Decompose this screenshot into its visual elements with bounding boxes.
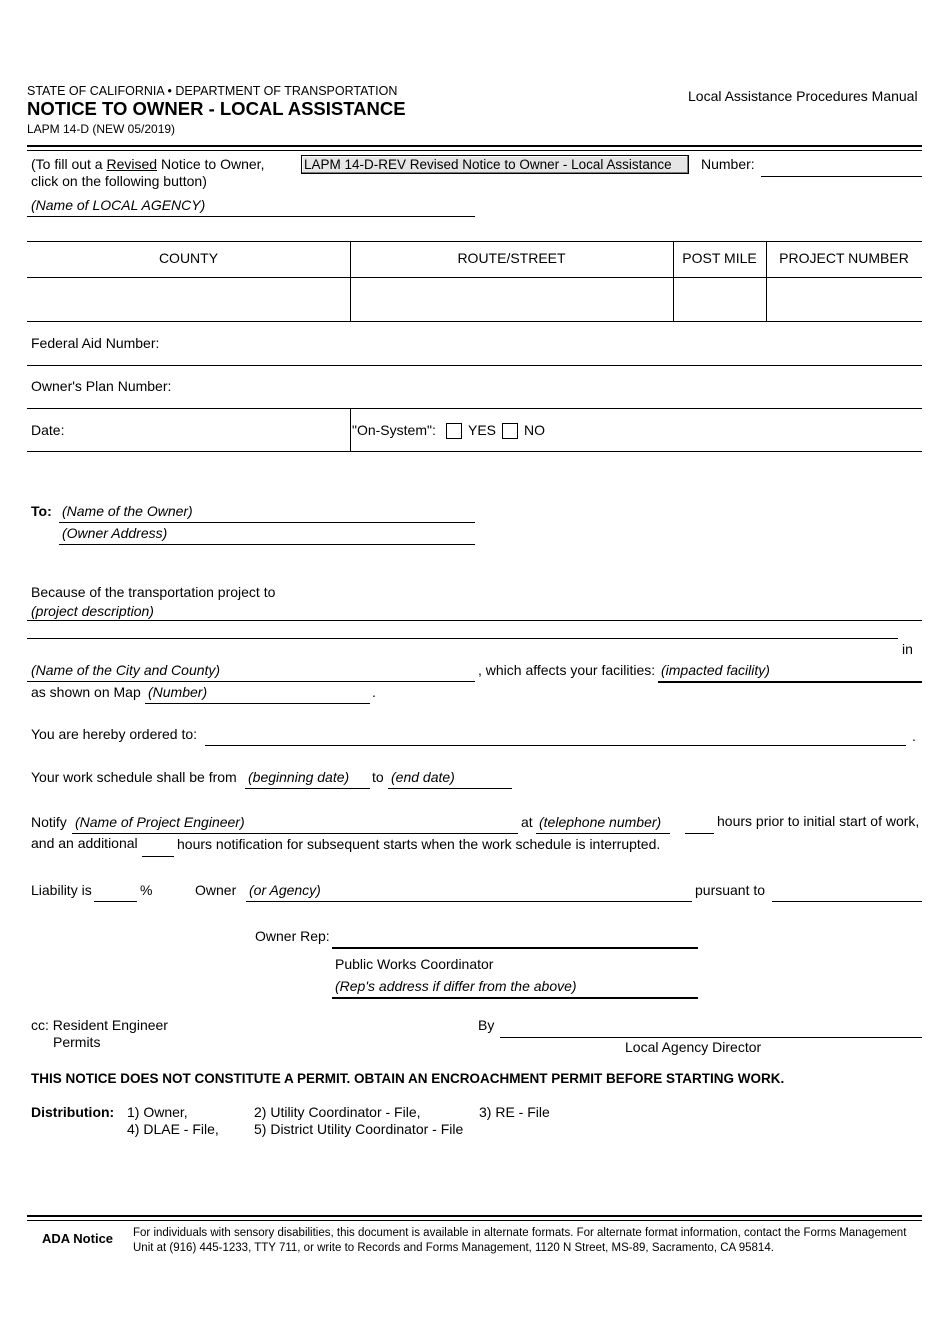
- rep-address-placeholder: (Rep's address if differ from the above): [335, 978, 577, 994]
- owner-address-input[interactable]: [59, 544, 475, 545]
- manual-name: Local Assistance Procedures Manual: [688, 88, 918, 104]
- telephone-input[interactable]: [536, 833, 670, 834]
- ordered-period: .: [912, 728, 916, 744]
- notify-label: Notify: [31, 814, 67, 830]
- on-system-label: "On-System":: [352, 422, 436, 438]
- pursuant-input[interactable]: [772, 901, 922, 902]
- hours-prior-label: hours prior to initial start of work,: [717, 813, 920, 829]
- county-cell-input[interactable]: [28, 279, 349, 320]
- project-description-input-line2[interactable]: [27, 638, 898, 639]
- signature-input[interactable]: [500, 1037, 922, 1038]
- cc-permits: Permits: [53, 1034, 101, 1050]
- header-rule: [27, 145, 922, 147]
- no-checkbox[interactable]: [502, 423, 518, 439]
- owner-name-input[interactable]: [59, 522, 475, 523]
- subsequent-hours-label: hours notification for subsequent starts when the work schedule is interrupted.: [177, 836, 661, 852]
- date-divider: [350, 408, 351, 451]
- ada-text: For individuals with sensory disabilities, this document is available in alternate formats. For alternate format information, contact the Forms Management Unit at (916) 445-1233, TTY 711, or write to Records and Forms Management, 1120 N Street, MS-89, Sacramento, CA 95814.: [133, 1227, 907, 1254]
- at-label: at: [521, 814, 533, 830]
- pursuant-label: pursuant to: [695, 882, 766, 898]
- column-header-county: COUNTY: [158, 250, 219, 266]
- number-label: Number:: [701, 156, 755, 172]
- table-header-rule: [27, 277, 922, 278]
- distribution-label: Distribution:: [31, 1104, 115, 1120]
- number-input[interactable]: [761, 176, 922, 177]
- column-header-route: ROUTE/STREET: [457, 250, 566, 266]
- by-label: By: [478, 1017, 495, 1033]
- owner-rep-label: Owner Rep:: [255, 928, 330, 944]
- revised-link[interactable]: Revised: [106, 156, 158, 172]
- beginning-date-input[interactable]: [245, 788, 370, 789]
- owner-name-placeholder: (Name of the Owner): [62, 503, 193, 519]
- form-title: NOTICE TO OWNER - LOCAL ASSISTANCE: [27, 98, 406, 119]
- liability-party-input[interactable]: [246, 901, 692, 902]
- local-agency-placeholder: (Name of LOCAL AGENCY): [31, 197, 206, 213]
- owners-plan-input[interactable]: [27, 408, 922, 409]
- map-period: .: [372, 684, 376, 700]
- revised-instructions: (To fill out a Revised Notice to Owner,: [31, 156, 265, 172]
- rep-address-input[interactable]: [332, 997, 698, 999]
- owner-address-placeholder: (Owner Address): [62, 525, 168, 541]
- form-number: LAPM 14-D (NEW 05/2019): [27, 122, 176, 136]
- federal-aid-input[interactable]: [27, 365, 922, 366]
- map-number-input[interactable]: [145, 703, 370, 704]
- additional-label: and an additional: [31, 835, 138, 851]
- ordered-label: You are hereby ordered to:: [31, 726, 198, 742]
- date-row-rule: [27, 451, 922, 452]
- city-county-input[interactable]: [27, 681, 475, 682]
- director-label: Local Agency Director: [625, 1039, 762, 1055]
- percent-label: %: [140, 882, 153, 898]
- map-number-placeholder: (Number): [148, 684, 208, 700]
- city-county-placeholder: (Name of the City and County): [31, 662, 221, 678]
- header-rule-thin: [27, 150, 922, 151]
- owner-label: Owner: [195, 882, 237, 898]
- column-header-project-number: PROJECT NUMBER: [779, 250, 909, 266]
- liability-percent-input[interactable]: [94, 901, 137, 902]
- telephone-placeholder: (telephone number): [539, 814, 662, 830]
- distribution-item: 1) Owner,: [127, 1104, 188, 1120]
- to-label: To:: [31, 503, 52, 519]
- affects-label: , which affects your facilities:: [478, 662, 656, 678]
- end-date-placeholder: (end date): [391, 769, 455, 785]
- distribution-item: 3) RE - File: [479, 1104, 550, 1120]
- agency-name: STATE OF CALIFORNIA • DEPARTMENT OF TRANSPORTATION: [27, 84, 398, 98]
- impacted-facility-input[interactable]: [658, 681, 922, 683]
- because-label: Because of the transportation project to: [31, 584, 276, 600]
- distribution-item: 5) District Utility Coordinator - File: [254, 1121, 464, 1137]
- liability-label: Liability is: [31, 882, 92, 898]
- yes-checkbox[interactable]: [446, 423, 462, 439]
- owners-plan-label: Owner's Plan Number:: [31, 378, 172, 394]
- ordered-input[interactable]: [205, 745, 906, 746]
- schedule-to-label: to: [372, 769, 384, 785]
- revised-notice-button[interactable]: LAPM 14-D-REV Revised Notice to Owner - Local Assistance: [301, 155, 689, 174]
- date-label: Date:: [31, 422, 65, 438]
- table-top-rule: [27, 241, 922, 242]
- additional-hours-input[interactable]: [142, 856, 174, 857]
- beginning-date-placeholder: (beginning date): [248, 769, 350, 785]
- project-description-input[interactable]: [27, 620, 922, 621]
- shown-on-map-label: as shown on Map: [31, 684, 141, 700]
- in-label: in: [902, 641, 913, 657]
- or-agency-placeholder: (or Agency): [249, 882, 321, 898]
- end-date-input[interactable]: [388, 788, 512, 789]
- impacted-facility-placeholder: (impacted facility): [661, 662, 770, 678]
- schedule-label: Your work schedule shall be from: [31, 769, 237, 785]
- project-engineer-placeholder: (Name of Project Engineer): [75, 814, 245, 830]
- owner-rep-input[interactable]: [332, 947, 698, 949]
- distribution-item: 4) DLAE - File,: [127, 1121, 219, 1137]
- local-agency-input[interactable]: [27, 216, 475, 217]
- permit-notice: THIS NOTICE DOES NOT CONSTITUTE A PERMIT. OBTAIN AN ENCROACHMENT PERMIT BEFORE STARTING WORK.: [31, 1071, 785, 1086]
- table-bottom-rule: [27, 321, 922, 322]
- ada-rule-thin: [27, 1220, 922, 1221]
- rep-title: Public Works Coordinator: [335, 956, 494, 972]
- yes-label: YES: [468, 422, 497, 438]
- distribution-item: 2) Utility Coordinator - File,: [254, 1104, 421, 1120]
- ada-rule: [27, 1215, 922, 1217]
- route-cell-input[interactable]: [351, 279, 672, 320]
- project-number-cell-input[interactable]: [767, 279, 921, 320]
- revised-instructions-line2: click on the following button): [31, 173, 207, 189]
- ada-label: ADA Notice: [42, 1231, 114, 1246]
- cc-resident-engineer: cc: Resident Engineer: [31, 1017, 168, 1033]
- project-description-placeholder: (project description): [31, 603, 154, 619]
- federal-aid-label: Federal Aid Number:: [31, 335, 160, 351]
- hours-prior-input[interactable]: [685, 833, 714, 834]
- column-header-post-mile: POST MILE: [682, 250, 757, 266]
- project-engineer-input[interactable]: [72, 833, 518, 834]
- no-label: NO: [524, 422, 545, 438]
- post-mile-cell-input[interactable]: [674, 279, 765, 320]
